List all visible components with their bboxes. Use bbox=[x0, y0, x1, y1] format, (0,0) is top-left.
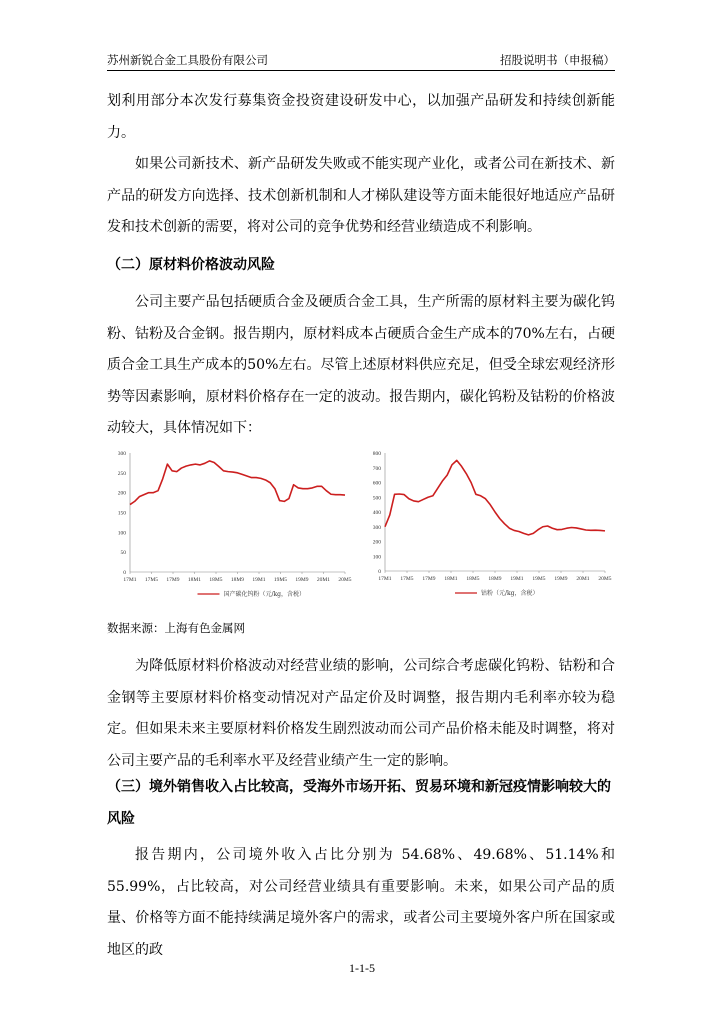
x-tick-label: 19M5 bbox=[532, 576, 546, 582]
paragraph-raw-material: 公司主要产品包括硬质合金及硬质合金工具，生产所需的原材料主要为碳化钨粉、钴粉及合金钢。报告期内，原材料成本占硬质合金生产成本的70%左右，占硬质合金工具生产成本的50%左右。尽管上述原材料供应充足，但受全球宏观经济形势等因素影响，原材料价格存在一定的波动。报告期内，碳化钨粉及钴粉的价格波动较大，具体情况如下： bbox=[107, 294, 615, 436]
x-tick-label: 17M5 bbox=[144, 577, 159, 583]
x-tick-label: 18M5 bbox=[466, 576, 480, 582]
y-tick-label: 150 bbox=[117, 510, 126, 517]
series-line bbox=[385, 460, 605, 534]
x-tick-label: 17M9 bbox=[422, 576, 436, 582]
x-tick-label: 20M5 bbox=[338, 577, 352, 583]
paragraph-overseas-revenue: 报告期内，公司境外收入占比分别为 54.68%、49.68%、51.14%和 55.99%，占比较高，对公司经营业绩具有重要影响。未来，如果公司产品的质量、价格等方面不能持续满足境外客户的需求，或者公司主要境外客户所在国家或地区的政 bbox=[107, 847, 615, 958]
x-tick-label: 17M1 bbox=[378, 576, 392, 582]
y-tick-label: 250 bbox=[117, 470, 126, 477]
x-tick-label: 20M1 bbox=[316, 577, 331, 583]
y-tick-label: 600 bbox=[372, 480, 381, 487]
y-tick-label: 0 bbox=[378, 569, 381, 575]
section-heading-overseas: （三）境外销售收入占比较高，受海外市场开拓、贸易环境和新冠疫情影响较大的风险 bbox=[107, 779, 611, 827]
x-tick-label: 19M1 bbox=[510, 576, 524, 582]
y-tick-label: 100 bbox=[117, 530, 126, 537]
y-tick-label: 300 bbox=[372, 524, 381, 531]
paragraph-tech-risk: 如果公司新技术、新产品研发失败或不能实现产业化，或者公司在新技术、新产品的研发方向选择、技术创新机制和人才梯队建设等方面未能很好地适应产品研发和技术创新的需要，将对公司的竞争优势和经营业绩造成不利影响。 bbox=[107, 156, 615, 235]
y-tick-label: 400 bbox=[372, 510, 381, 516]
x-tick-label: 20M5 bbox=[598, 576, 612, 582]
x-tick-label: 18M5 bbox=[209, 577, 223, 583]
paragraph-price-adjustment: 为降低原材料价格波动对经营业绩的影响，公司综合考虑碳化钨粉、钴粉和合金钢等主要原材料价格变动情况对产品定价及时调整，报告期内毛利率亦较为稳定。但如果未来主要原材料价格发生剧烈波动而公司产品价格未能及时调整，将对公司主要产品的毛利率水平及经营业绩产生一定的影响。 bbox=[107, 658, 615, 769]
paragraph-rd-center: 划利用部分本次发行募集资金投资建设研发中心，以加强产品研发和持续创新能力。 bbox=[107, 93, 615, 141]
x-tick-label: 18M9 bbox=[230, 577, 245, 583]
series-line bbox=[130, 461, 345, 505]
x-tick-label: 19M5 bbox=[273, 577, 288, 583]
page-header bbox=[107, 50, 615, 71]
x-tick-label: 17M1 bbox=[123, 577, 137, 583]
x-tick-label: 19M1 bbox=[252, 577, 266, 583]
tungsten-carbide-price-chart bbox=[112, 445, 352, 605]
y-tick-label: 200 bbox=[117, 490, 126, 497]
y-tick-label: 800 bbox=[372, 451, 381, 457]
section-heading-raw-material: （二）原材料价格波动风险 bbox=[107, 257, 275, 273]
y-tick-label: 200 bbox=[372, 539, 381, 546]
x-tick-label: 18M1 bbox=[187, 577, 202, 583]
x-tick-label: 20M1 bbox=[576, 576, 590, 582]
legend-label: 钴粉（元/kg，含税） bbox=[481, 590, 539, 597]
y-tick-label: 100 bbox=[372, 554, 381, 561]
chart-tungsten-carbide bbox=[112, 445, 352, 605]
header-doc-type: 招股说明书（申报稿） bbox=[500, 53, 615, 67]
x-tick-label: 19M9 bbox=[295, 577, 309, 583]
legend-label: 国产碳化钨粉（元/kg，含税） bbox=[223, 591, 305, 598]
chart-cobalt bbox=[365, 445, 615, 605]
x-tick-label: 18M1 bbox=[444, 576, 458, 582]
y-tick-label: 50 bbox=[120, 550, 126, 557]
cobalt-price-chart bbox=[365, 445, 615, 605]
x-tick-label: 17M9 bbox=[166, 577, 180, 583]
x-tick-label: 19M9 bbox=[554, 576, 568, 582]
data-source-note: 数据来源：上海有色金属网 bbox=[107, 621, 245, 635]
page-number: 1-1-5 bbox=[349, 961, 375, 975]
y-tick-label: 500 bbox=[372, 495, 381, 502]
x-tick-label: 17M5 bbox=[400, 576, 414, 582]
y-tick-label: 700 bbox=[372, 465, 381, 472]
y-tick-label: 300 bbox=[117, 451, 126, 457]
header-company: 苏州新锐合金工具股份有限公司 bbox=[107, 53, 268, 67]
x-tick-label: 18M9 bbox=[488, 576, 502, 582]
y-tick-label: 0 bbox=[123, 570, 126, 576]
